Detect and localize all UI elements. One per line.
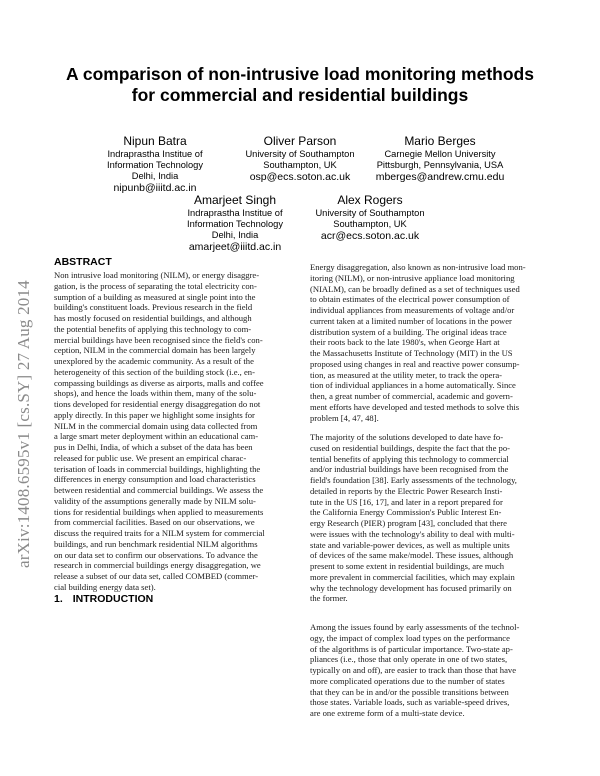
author-email: mberges@andrew.cmu.edu (375, 171, 505, 183)
abstract-line: Non intrusive load monitoring (NILM), or energy disaggre- (54, 270, 260, 280)
abstract-line: building's constituent loads. Previous research in the field (54, 302, 253, 313)
abstract-line: release a subset of our data set, called COMBED (commer- (54, 571, 259, 581)
paragraph-line: ment efforts have developed and tested methods to solve this (310, 401, 520, 412)
abstract-line: heterogeneity of this section of the building stock (i.e., en- (54, 366, 255, 377)
abstract-line: has mostly focused on residential buildings, and although (54, 313, 252, 323)
author-name: Nipun Batra (123, 134, 187, 148)
paragraph-line: Energy disaggregation, also known as non-intrusive load mon- (310, 262, 526, 272)
author-affiliation: Southampton, UK (333, 219, 407, 229)
paragraph-line: itoring (NILM), or non-intrusive appliance load monitoring (310, 272, 515, 283)
paragraph-line: state and variable-power devices, as well as multiple units (310, 539, 510, 550)
abstract-line: terisation of loads in commercial buildings, highlighting the (54, 463, 261, 474)
paragraph-line: the former. (310, 593, 348, 604)
author-affiliation: Information Technology (187, 219, 283, 229)
paper-title (40, 64, 560, 106)
paragraph-line: current taken at a limited number of locations in the power (310, 315, 512, 326)
author-email: nipunb@iiitd.ac.in (113, 182, 197, 194)
paragraph-line: tute in the US [16, 17], and later in a report prepared for (310, 496, 503, 507)
author-affiliation: University of Southampton (245, 149, 355, 159)
paragraph-line: to obtain estimates of the electrical power consumption of (310, 294, 510, 305)
paragraph-line: (NIALM), can be broadly defined as a set of techniques used (310, 283, 520, 294)
paragraph-line: detailed in reports by the Electric Power Research Insti- (310, 485, 503, 496)
author-affiliation: Delhi, India (131, 171, 179, 181)
paragraph-line: why the technology development has focused primarily on (310, 582, 512, 593)
paragraph-line: of the algorithms is of particular importance. Two-state ap- (310, 643, 513, 654)
author-email: acr@ecs.soton.ac.uk (320, 230, 420, 242)
abstract-line: the potential benefits of applying this technology to com- (54, 323, 252, 334)
abstract-line: validity of the assumptions generally made by NILM solu- (54, 495, 256, 506)
paragraph-line: pliances (i.e., those that only operate in one of two states, (310, 654, 508, 665)
title-line-1: A comparison of non-intrusive load monitoring methods (66, 64, 534, 84)
author-affiliation: Indraprastha Institue of (187, 208, 283, 218)
author-block-rogers (285, 193, 455, 242)
abstract-line: differences in energy consumption and load characteristics (54, 474, 256, 485)
section-number: 1. (54, 593, 63, 605)
paragraph-line: more prevalent in commercial facilities, which may explain (310, 571, 515, 582)
paragraph-line: field's foundation [38]. Early assessments of the technology, (310, 475, 517, 485)
abstract-line: between residential and commercial buildings. We assess the (54, 485, 264, 495)
paragraph-line: Among the issues found by early assessments of the technol- (310, 622, 520, 632)
abstract-line: research in commercial buildings energy disaggregation, we (54, 560, 261, 571)
paragraph-line: more complicated operations due to the number of states (310, 675, 505, 686)
author-email: osp@ecs.soton.ac.uk (249, 171, 351, 183)
paragraph-line: ergy Research (PIER) program [43], concluded that there (310, 518, 507, 528)
paragraph-line: problem [4, 47, 48]. (310, 412, 379, 423)
paragraph-line: proposed using changes in real and reactive power consump- (310, 358, 520, 369)
author-name: Oliver Parson (263, 134, 337, 148)
author-affiliation: Delhi, India (211, 230, 259, 240)
author-name: Mario Berges (404, 134, 476, 148)
abstract-line: pus in Delhi, India, of which a subset of the data has been (54, 442, 253, 452)
abstract-line: tions for residential buildings when applied to measurements (54, 506, 264, 517)
author-affiliation: Carnegie Mellon University (384, 149, 496, 159)
abstract-line: a large smart meter deployment within an educational cam- (54, 431, 259, 442)
abstract-line: buildings, and run benchmark residential NILM algorithms (54, 538, 258, 549)
author-name: Alex Rogers (337, 193, 403, 207)
section-title: INTRODUCTION (72, 593, 154, 605)
abstract-line: unexplored by the academic community. As a result of the (54, 356, 254, 366)
intro-paragraph-2 (310, 432, 556, 604)
paragraph-line: the California Energy Commission's Public Interest En- (310, 507, 502, 518)
abstract-line: mercial buildings have been recognised since the field's con- (54, 334, 263, 345)
abstract-line: tions developed for residential energy disaggregation do not (54, 399, 261, 409)
abstract-line: released for public use. We present an empirical charac- (54, 452, 247, 463)
arxiv-identifier: arXiv:1408.6595v1 [cs.SY] 27 Aug 2014 (14, 280, 33, 568)
paragraph-line: present to some extent in residential buildings, are much (310, 561, 505, 571)
abstract-line: compassing buildings as diverse as airports, malls and coffee (54, 377, 264, 388)
author-affiliation: Southampton, UK (263, 160, 337, 170)
author-affiliation: Pittsburgh, Pennsylvania, USA (376, 160, 504, 170)
paragraph-line: of devices of the same make/model. These issues, although (310, 550, 514, 561)
paragraph-line: those states. Variable loads, such as variable-speed drives, (310, 697, 510, 708)
abstract-line: cial building energy data set). (54, 581, 156, 592)
paragraph-line: are one extreme form of a multi-state device. (310, 708, 465, 718)
abstract-body (54, 270, 300, 593)
abstract-line: shops), and hence the loads within them, many of the solu- (54, 388, 257, 399)
author-affiliation: Indraprastha Institue of (107, 149, 203, 159)
paragraph-line: individual appliances from measurements of voltage and/or (310, 305, 515, 315)
author-affiliation: University of Southampton (315, 208, 425, 218)
author-block-berges (355, 134, 525, 183)
paragraph-line: tential benefits of applying this technology to commercial (310, 453, 509, 464)
paragraph-line: The majority of the solutions developed to date have fo- (310, 432, 504, 442)
paragraph-line: ogy, the impact of complex load types on the performance (310, 632, 510, 643)
author-affiliation: Information Technology (107, 160, 203, 170)
abstract-line: NILM in the commercial domain using data collected from (54, 420, 258, 431)
abstract-line: sumption of a building as measured at single point into the (54, 291, 256, 302)
paragraph-line: tion of individual appliances in a home automatically. Since (310, 380, 516, 391)
paragraph-line: and/or industrial buildings have been recognised from the (310, 464, 509, 475)
title-line-2: for commercial and residential buildings (131, 85, 469, 105)
author-email: amarjeet@iiitd.ac.in (188, 241, 282, 253)
paragraph-line: tion, as measured at the utility meter, to track the opera- (310, 369, 502, 380)
paragraph-line: the Massachusetts Institute of Technology (MIT) in the US (310, 348, 513, 358)
paragraph-line: were issues with the technology's ability to deal with multi- (310, 528, 515, 539)
paragraph-line: their roots back to the late 1980's, when George Hart at (310, 337, 500, 348)
author-name: Amarjeet Singh (193, 193, 277, 207)
intro-paragraph-3 (310, 622, 556, 719)
abstract-line: from commercial facilities. Based on our observations, we (54, 517, 255, 528)
abstract-line: apply directly. In this paper we highlight some insights for (54, 409, 255, 420)
abstract-heading: ABSTRACT (54, 256, 112, 268)
abstract-line: gation, is the process of separating the total electricity con- (54, 280, 257, 291)
introduction-heading (54, 593, 153, 605)
paragraph-line: distribution system of a building. The original ideas trace (310, 326, 507, 337)
paragraph-line: then, a great number of commercial, academic and govern- (310, 391, 513, 401)
abstract-line: discuss the required traits for a NILM system for commercial (54, 528, 265, 538)
paragraph-line: typically on and off), are easier to track than those that have (310, 665, 517, 675)
abstract-line: on our data set to confirm our observations. To advance the (54, 549, 258, 560)
intro-paragraph-1 (310, 262, 556, 423)
paragraph-line: cused on residential buildings, despite the fact that the po- (310, 442, 510, 453)
paragraph-line: that they can be in and/or the possible transitions between (310, 686, 509, 697)
abstract-line: ception, NILM in the commercial domain has been largely (54, 345, 256, 356)
